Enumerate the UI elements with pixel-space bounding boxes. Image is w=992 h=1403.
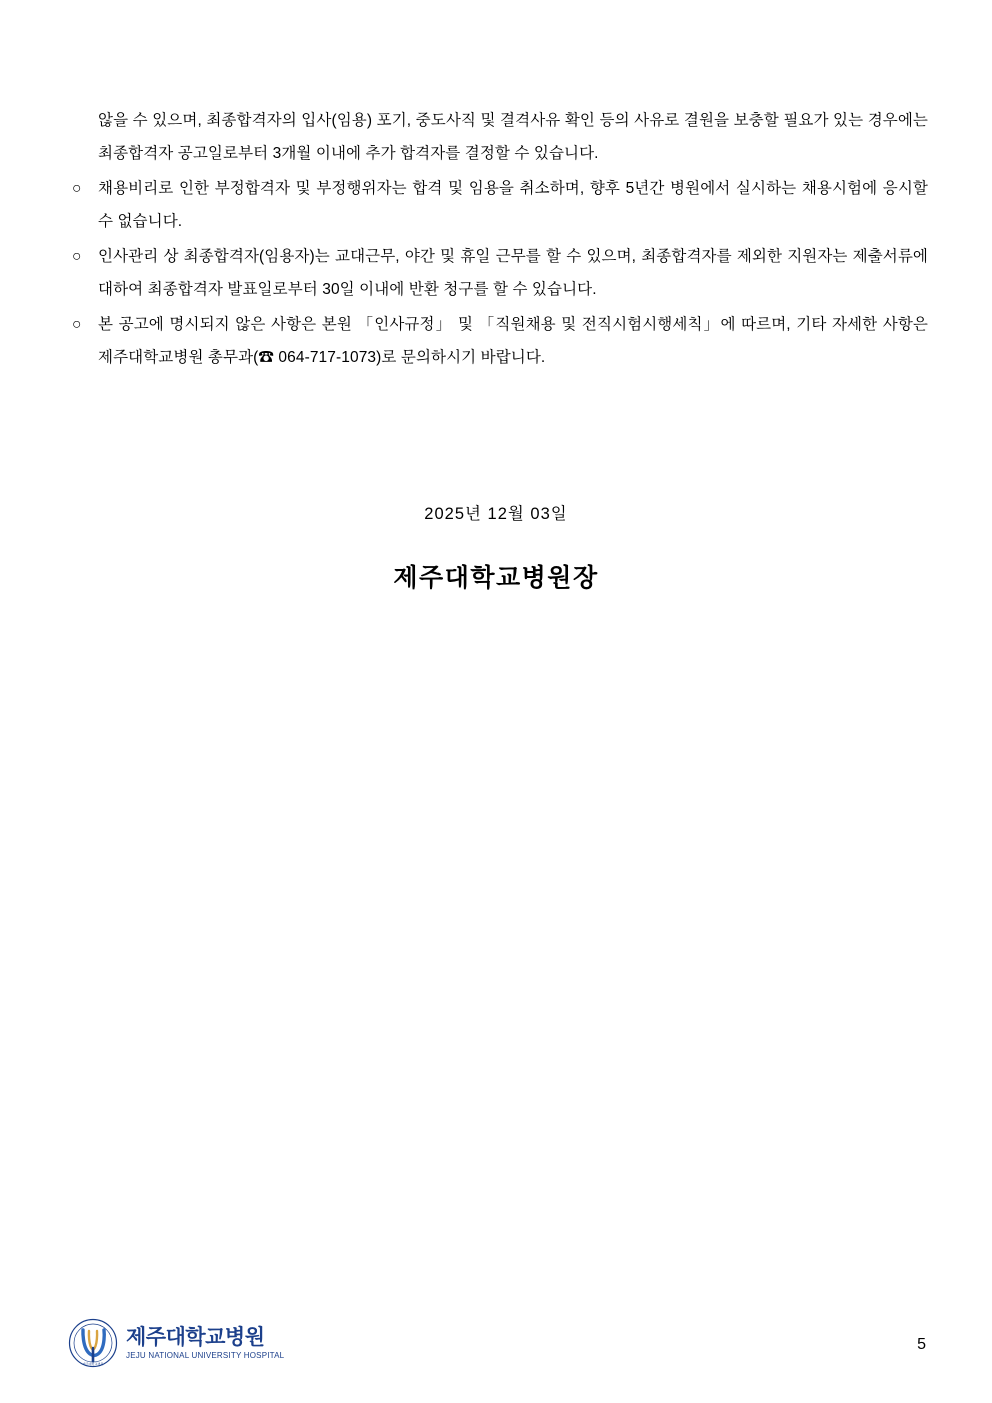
paragraph-text: 본 공고에 명시되지 않은 사항은 본원 「인사규정」 및 「직원채용 및 전직시험시행세칙」에 따르며, 기타 자세한 사항은 제주대학교병원 총무과(☎ 064-717-1073)로 문의하시기 바랍니다. bbox=[98, 316, 928, 366]
paragraph-item-2 bbox=[72, 240, 928, 306]
paragraph-continuation bbox=[72, 104, 928, 170]
bullet-marker: ○ bbox=[72, 248, 82, 265]
svg-text:제주대학교병원: 제주대학교병원 bbox=[82, 1362, 104, 1367]
signature-block bbox=[0, 500, 992, 594]
page-number: 5 bbox=[917, 1336, 926, 1353]
issue-date: 2025년 12월 03일 bbox=[424, 505, 568, 523]
bullet-marker: ○ bbox=[72, 316, 82, 333]
hospital-emblem-icon bbox=[68, 1318, 118, 1368]
paragraph-item-3 bbox=[72, 308, 928, 374]
paragraph-text: 않을 수 있으며, 최종합격자의 입사(임용) 포기, 중도사직 및 결격사유 확인 등의 사유로 결원을 보충할 필요가 있는 경우에는 최종합격자 공고일로부터 3개월 이내에 추가 합격자를 결정할 수 있습니다. bbox=[98, 112, 928, 162]
issuer-title: 제주대학교병원장 bbox=[393, 564, 599, 592]
paragraph-text: 채용비리로 인한 부정합격자 및 부정행위자는 합격 및 임용을 취소하며, 향후 5년간 병원에서 실시하는 채용시험에 응시할 수 없습니다. bbox=[98, 180, 928, 230]
notice-body bbox=[72, 104, 928, 376]
logo-name-en: JEJU NATIONAL UNIVERSITY HOSPITAL bbox=[126, 1350, 285, 1360]
paragraph-text: 인사관리 상 최종합격자(임용자)는 교대근무, 야간 및 휴일 근무를 할 수 있으며, 최종합격자를 제외한 지원자는 제출서류에 대하여 최종합격자 발표일로부터 30일 이내에 반환 청구를 할 수 있습니다. bbox=[98, 248, 928, 298]
logo-name-kr: 제주대학교병원 bbox=[126, 1325, 265, 1349]
footer-logo bbox=[68, 1318, 284, 1368]
paragraph-item-1 bbox=[72, 172, 928, 238]
logo-wordmark bbox=[126, 1327, 284, 1360]
bullet-marker: ○ bbox=[72, 180, 82, 197]
